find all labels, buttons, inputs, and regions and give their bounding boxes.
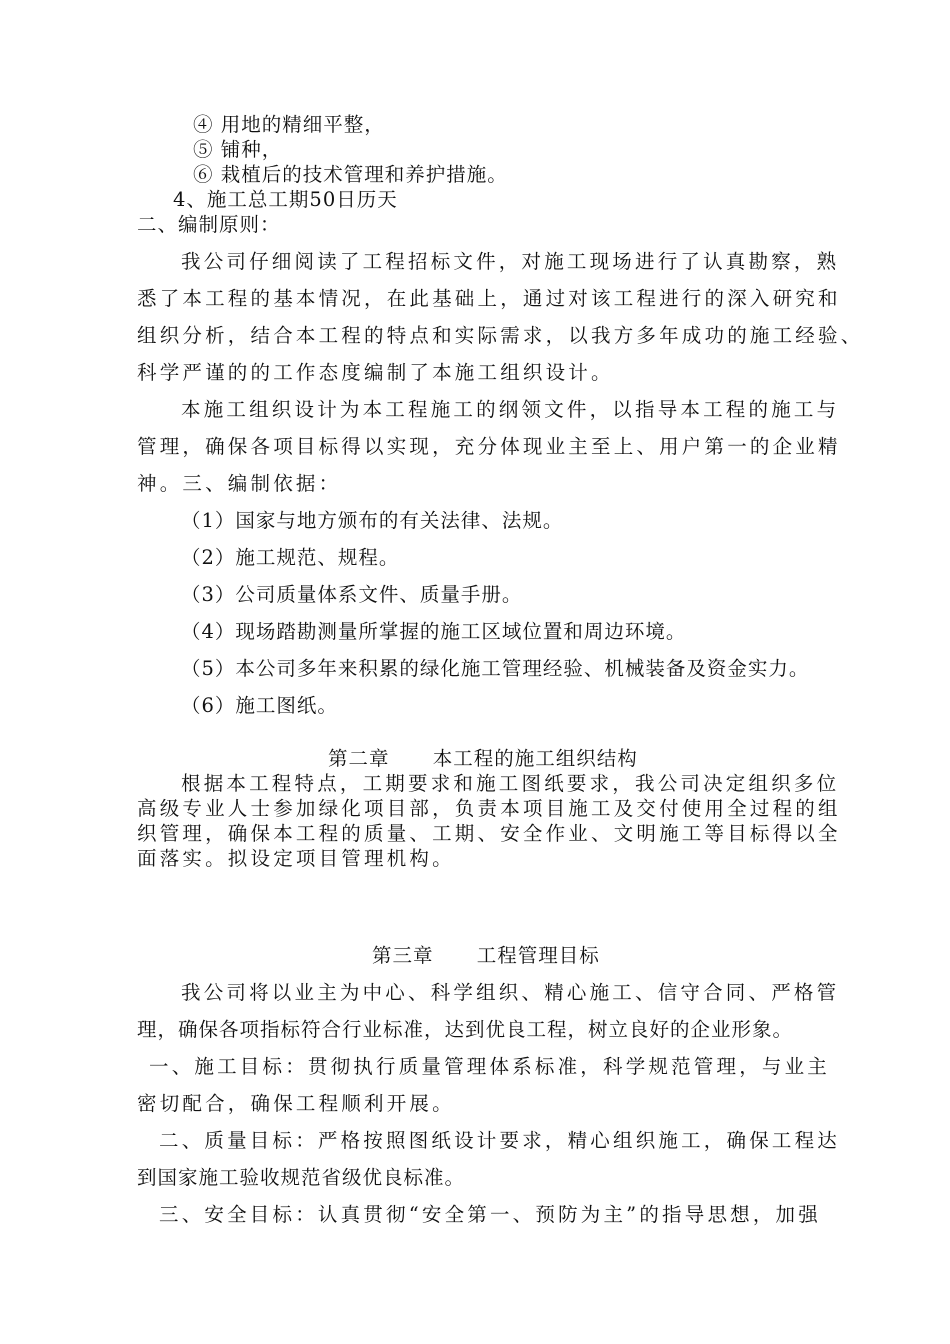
duration-line: 4、施工总工期50日历天 xyxy=(173,188,398,211)
paragraph-line: 根据本工程特点，工期要求和施工图纸要求，我公司决定组织多位 xyxy=(181,772,840,795)
section-title-principles: 二、编制原则： xyxy=(137,213,281,236)
paragraph-line: 三、安全目标：认真贯彻“安全第一、预防为主”的指导思想，加强 xyxy=(159,1203,821,1226)
list-item: ⑥ 栽植后的技术管理和养护措施。 xyxy=(193,163,508,186)
basis-item: （2）施工规范、规程。 xyxy=(181,546,400,569)
paragraph-line: 本施工组织设计为本工程施工的纲领文件，以指导本工程的施工与 xyxy=(181,398,840,421)
paragraph-line: 二、质量目标：严格按照图纸设计要求，精心组织施工，确保工程达 xyxy=(159,1129,841,1152)
paragraph-line: 悉了本工程的基本情况，在此基础上，通过对该工程进行的深入研究和 xyxy=(137,287,841,310)
basis-item: （4）现场踏勘测量所掌握的施工区域位置和周边环境。 xyxy=(181,620,687,643)
paragraph-line: 神。三、编制依据： xyxy=(137,472,342,495)
paragraph-line: 到国家施工验收规范省级优良标准。 xyxy=(137,1166,466,1189)
paragraph-line: 理，确保各项指标符合行业标准，达到优良工程，树立良好的企业形象。 xyxy=(137,1018,794,1041)
basis-item: （1）国家与地方颁布的有关法律、法规。 xyxy=(181,509,564,532)
basis-item: （5）本公司多年来积累的绿化施工管理经验、机械装备及资金实力。 xyxy=(181,657,810,680)
paragraph-line: 管理，确保各项目标得以实现，充分体现业主至上、用户第一的企业精 xyxy=(137,435,841,458)
paragraph-line: 一、施工目标：贯彻执行质量管理体系标准，科学规范管理，与业主 xyxy=(149,1055,831,1078)
basis-item: （6）施工图纸。 xyxy=(181,694,338,717)
paragraph-line: 组织分析，结合本工程的特点和实际需求，以我方多年成功的施工经验、 xyxy=(137,324,864,347)
paragraph-line: 高级专业人士参加绿化项目部，负责本项目施工及交付使用全过程的组 xyxy=(137,797,841,820)
paragraph-line: 密切配合，确保工程顺利开展。 xyxy=(137,1092,455,1115)
chapter-2-title: 第二章 本工程的施工组织结构 xyxy=(328,747,638,770)
list-item: ④ 用地的精细平整， xyxy=(193,113,385,136)
paragraph-line: 我公司仔细阅读了工程招标文件，对施工现场进行了认真勘察，熟 xyxy=(181,250,840,273)
list-item: ⑤ 铺种， xyxy=(193,138,283,161)
paragraph-line: 我公司将以业主为中心、科学组织、精心施工、信守合同、严格管 xyxy=(181,981,840,1004)
paragraph-line: 织管理，确保本工程的质量、工期、安全作业、文明施工等目标得以全 xyxy=(137,822,841,845)
paragraph-line: 面落实。拟设定项目管理机构。 xyxy=(137,847,455,870)
basis-item: （3）公司质量体系文件、质量手册。 xyxy=(181,583,523,606)
paragraph-line: 科学严谨的的工作态度编制了本施工组织设计。 xyxy=(137,361,614,384)
chapter-3-title: 第三章 工程管理目标 xyxy=(372,944,600,967)
